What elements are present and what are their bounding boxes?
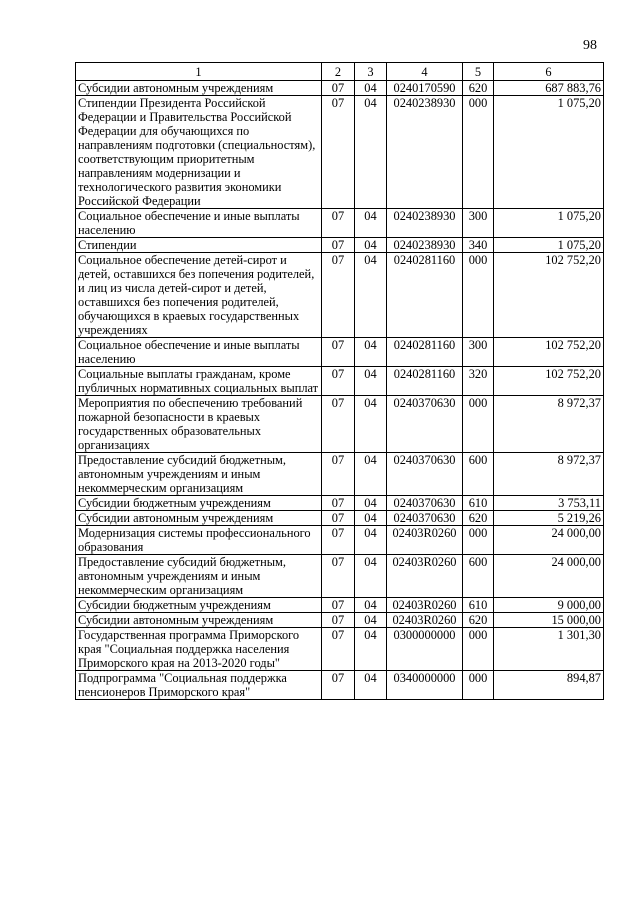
table-row bbox=[76, 367, 604, 396]
row-subsection-cell: 04 bbox=[355, 81, 387, 96]
row-subsection-cell: 04 bbox=[355, 96, 387, 209]
row-name-cell: Предоставление субсидий бюджетным, автономным учреждениям и иным некоммерческим организациям bbox=[76, 555, 322, 598]
row-target-article-cell: 02403R0260 bbox=[387, 526, 463, 555]
row-subsection-cell: 04 bbox=[355, 613, 387, 628]
row-section-cell: 07 bbox=[322, 253, 355, 338]
column-header-section: 2 bbox=[322, 63, 355, 81]
row-subsection-cell: 04 bbox=[355, 209, 387, 238]
row-section-cell: 07 bbox=[322, 96, 355, 209]
table-row bbox=[76, 396, 604, 453]
table-row bbox=[76, 81, 604, 96]
row-section-cell: 07 bbox=[322, 496, 355, 511]
row-name-cell: Стипендии bbox=[76, 238, 322, 253]
row-amount-cell: 102 752,20 bbox=[494, 253, 604, 338]
row-amount-cell: 1 075,20 bbox=[494, 238, 604, 253]
row-section-cell: 07 bbox=[322, 671, 355, 700]
row-amount-cell: 24 000,00 bbox=[494, 555, 604, 598]
page-number: 98 bbox=[583, 38, 597, 53]
row-section-cell: 07 bbox=[322, 396, 355, 453]
row-expense-type-cell: 000 bbox=[463, 253, 494, 338]
table-row bbox=[76, 511, 604, 526]
column-header-name: 1 bbox=[76, 63, 322, 81]
row-section-cell: 07 bbox=[322, 453, 355, 496]
row-subsection-cell: 04 bbox=[355, 253, 387, 338]
table-header-row bbox=[76, 63, 604, 81]
row-subsection-cell: 04 bbox=[355, 511, 387, 526]
table-row bbox=[76, 671, 604, 700]
row-section-cell: 07 bbox=[322, 81, 355, 96]
row-section-cell: 07 bbox=[322, 511, 355, 526]
row-amount-cell: 24 000,00 bbox=[494, 526, 604, 555]
row-expense-type-cell: 610 bbox=[463, 598, 494, 613]
row-target-article-cell: 0340000000 bbox=[387, 671, 463, 700]
row-subsection-cell: 04 bbox=[355, 671, 387, 700]
row-name-cell: Социальные выплаты гражданам, кроме публичных нормативных социальных выплат bbox=[76, 367, 322, 396]
row-target-article-cell: 0240281160 bbox=[387, 253, 463, 338]
table-row bbox=[76, 598, 604, 613]
row-name-cell: Социальное обеспечение детей-сирот и детей, оставшихся без попечения родителей, и лиц из числа детей-сирот и детей, оставшихся без попечения родителей, обучающихся в краевых государственных учреждениях bbox=[76, 253, 322, 338]
row-name-cell: Социальное обеспечение и иные выплаты населению bbox=[76, 209, 322, 238]
budget-table bbox=[75, 62, 604, 700]
row-name-cell: Социальное обеспечение и иные выплаты населению bbox=[76, 338, 322, 367]
row-name-cell: Субсидии автономным учреждениям bbox=[76, 613, 322, 628]
row-amount-cell: 5 219,26 bbox=[494, 511, 604, 526]
row-expense-type-cell: 300 bbox=[463, 338, 494, 367]
row-subsection-cell: 04 bbox=[355, 238, 387, 253]
row-section-cell: 07 bbox=[322, 598, 355, 613]
row-target-article-cell: 0240370630 bbox=[387, 496, 463, 511]
row-expense-type-cell: 600 bbox=[463, 555, 494, 598]
row-section-cell: 07 bbox=[322, 555, 355, 598]
column-header-expense-type: 5 bbox=[463, 63, 494, 81]
row-name-cell: Субсидии автономным учреждениям bbox=[76, 81, 322, 96]
row-name-cell: Субсидии автономным учреждениям bbox=[76, 511, 322, 526]
row-amount-cell: 894,87 bbox=[494, 671, 604, 700]
column-header-amount: 6 bbox=[494, 63, 604, 81]
row-expense-type-cell: 320 bbox=[463, 367, 494, 396]
row-name-cell: Подпрограмма "Социальная поддержка пенсионеров Приморского края" bbox=[76, 671, 322, 700]
row-target-article-cell: 02403R0260 bbox=[387, 555, 463, 598]
row-expense-type-cell: 000 bbox=[463, 671, 494, 700]
row-amount-cell: 1 075,20 bbox=[494, 209, 604, 238]
row-subsection-cell: 04 bbox=[355, 526, 387, 555]
row-section-cell: 07 bbox=[322, 628, 355, 671]
row-name-cell: Субсидии бюджетным учреждениям bbox=[76, 598, 322, 613]
row-target-article-cell: 0240238930 bbox=[387, 96, 463, 209]
row-subsection-cell: 04 bbox=[355, 628, 387, 671]
row-target-article-cell: 0240238930 bbox=[387, 209, 463, 238]
row-target-article-cell: 0240370630 bbox=[387, 453, 463, 496]
row-amount-cell: 8 972,37 bbox=[494, 453, 604, 496]
row-name-cell: Модернизация системы профессионального образования bbox=[76, 526, 322, 555]
row-subsection-cell: 04 bbox=[355, 496, 387, 511]
row-expense-type-cell: 000 bbox=[463, 396, 494, 453]
row-name-cell: Стипендии Президента Российской Федерации и Правительства Российской Федерации для обучающихся по направлениям подготовки (специальностям), соответствующим приоритетным направлениям модернизации и технологического развития экономики Российской Федерации bbox=[76, 96, 322, 209]
row-subsection-cell: 04 bbox=[355, 598, 387, 613]
row-amount-cell: 3 753,11 bbox=[494, 496, 604, 511]
column-header-target-article: 4 bbox=[387, 63, 463, 81]
row-target-article-cell: 0300000000 bbox=[387, 628, 463, 671]
row-section-cell: 07 bbox=[322, 367, 355, 396]
row-expense-type-cell: 610 bbox=[463, 496, 494, 511]
row-name-cell: Государственная программа Приморского края "Социальная поддержка населения Приморского края на 2013-2020 годы" bbox=[76, 628, 322, 671]
row-subsection-cell: 04 bbox=[355, 453, 387, 496]
row-target-article-cell: 0240238930 bbox=[387, 238, 463, 253]
row-section-cell: 07 bbox=[322, 613, 355, 628]
row-section-cell: 07 bbox=[322, 238, 355, 253]
row-section-cell: 07 bbox=[322, 209, 355, 238]
row-target-article-cell: 0240370630 bbox=[387, 511, 463, 526]
table-row bbox=[76, 496, 604, 511]
row-target-article-cell: 0240281160 bbox=[387, 367, 463, 396]
table-row bbox=[76, 613, 604, 628]
table-row bbox=[76, 526, 604, 555]
row-target-article-cell: 02403R0260 bbox=[387, 598, 463, 613]
row-expense-type-cell: 300 bbox=[463, 209, 494, 238]
row-expense-type-cell: 340 bbox=[463, 238, 494, 253]
row-expense-type-cell: 000 bbox=[463, 628, 494, 671]
row-amount-cell: 102 752,20 bbox=[494, 338, 604, 367]
row-amount-cell: 687 883,76 bbox=[494, 81, 604, 96]
row-name-cell: Мероприятия по обеспечению требований пожарной безопасности в краевых государственных образовательных организациях bbox=[76, 396, 322, 453]
row-subsection-cell: 04 bbox=[355, 555, 387, 598]
row-expense-type-cell: 000 bbox=[463, 526, 494, 555]
row-amount-cell: 1 075,20 bbox=[494, 96, 604, 209]
row-expense-type-cell: 620 bbox=[463, 613, 494, 628]
row-subsection-cell: 04 bbox=[355, 338, 387, 367]
row-expense-type-cell: 620 bbox=[463, 81, 494, 96]
row-expense-type-cell: 600 bbox=[463, 453, 494, 496]
table-row bbox=[76, 96, 604, 209]
row-amount-cell: 9 000,00 bbox=[494, 598, 604, 613]
row-target-article-cell: 0240170590 bbox=[387, 81, 463, 96]
table-row bbox=[76, 338, 604, 367]
row-name-cell: Субсидии бюджетным учреждениям bbox=[76, 496, 322, 511]
row-amount-cell: 1 301,30 bbox=[494, 628, 604, 671]
row-name-cell: Предоставление субсидий бюджетным, автономным учреждениям и иным некоммерческим организациям bbox=[76, 453, 322, 496]
table-row bbox=[76, 253, 604, 338]
row-expense-type-cell: 620 bbox=[463, 511, 494, 526]
row-target-article-cell: 0240370630 bbox=[387, 396, 463, 453]
table-row bbox=[76, 209, 604, 238]
row-subsection-cell: 04 bbox=[355, 367, 387, 396]
row-amount-cell: 102 752,20 bbox=[494, 367, 604, 396]
row-amount-cell: 15 000,00 bbox=[494, 613, 604, 628]
row-target-article-cell: 02403R0260 bbox=[387, 613, 463, 628]
row-amount-cell: 8 972,37 bbox=[494, 396, 604, 453]
row-section-cell: 07 bbox=[322, 526, 355, 555]
column-header-subsection: 3 bbox=[355, 63, 387, 81]
row-subsection-cell: 04 bbox=[355, 396, 387, 453]
table-row bbox=[76, 628, 604, 671]
table-row bbox=[76, 453, 604, 496]
row-target-article-cell: 0240281160 bbox=[387, 338, 463, 367]
row-section-cell: 07 bbox=[322, 338, 355, 367]
row-expense-type-cell: 000 bbox=[463, 96, 494, 209]
table-row bbox=[76, 555, 604, 598]
table-row bbox=[76, 238, 604, 253]
